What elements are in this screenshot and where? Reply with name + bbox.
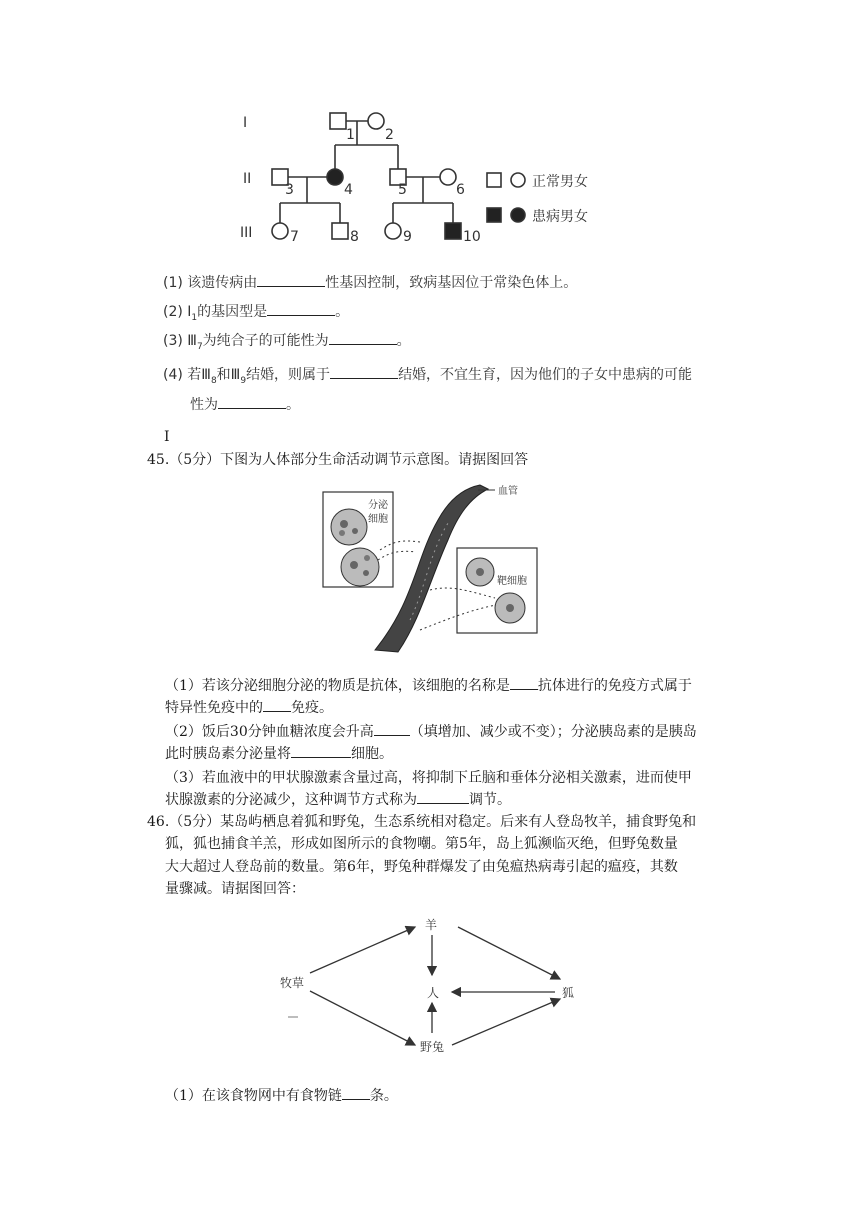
pedigree-individual-1-male [330,113,346,129]
hormone-regulation-diagram [320,480,545,655]
answer-blank[interactable] [218,394,286,409]
individual-label-6: 6 [456,182,465,198]
secretory-cell [341,548,379,586]
arrow-grass-to-sheep [310,927,415,973]
stray-mark: I [164,429,170,445]
pedigree-question-1: (1) 该遗传病由 性基因控制，致病基因位于常染色体上。 [163,270,577,296]
individual-label-4: 4 [344,182,353,198]
food-web-node-fox: 狐 [562,986,575,1000]
pedigree-individual-2-female [368,113,384,129]
arrow-sheep-to-fox [458,927,560,979]
individual-label-8: 8 [350,229,359,245]
pedigree-question-3: (3) $Ⅲ_7$为纯合子的可能性为 。 [163,328,411,360]
food-web-node-human: 人 [427,986,440,1000]
q45-part1-line2: 特异性免疫中的 免疫。 [165,695,333,721]
vessel-label: 血管 [498,486,518,497]
target-cell-label: 靶细胞 [497,576,527,587]
answer-blank[interactable] [257,272,325,287]
q46-line1: 46.（5分）某岛屿栖息着狐和野兔，生态系统相对稳定。后来有人登岛牧羊，捕食野兔和 [147,814,697,830]
individual-label-7: 7 [290,229,299,245]
pedigree-chart [235,105,605,255]
q46-part1: （1）在该食物网中有食物链 条。 [165,1083,398,1109]
generation-label-1: I [243,115,248,131]
legend-normal-male [487,173,501,187]
generation-label-3: III [240,225,253,241]
answer-blank[interactable] [291,743,351,758]
legend-affected-male [487,208,501,222]
individual-label-3: 3 [285,182,294,198]
q46-line2: 狐，狐也捕食羊羔，形成如图所示的食物嘲。第5年，岛上狐濒临灭绝，但野兔数量 [165,836,678,852]
individual-label-10: 10 [463,229,481,245]
target-cell-box [457,548,537,633]
answer-blank[interactable] [374,721,410,736]
q45-part2-line2: 此时胰岛素分泌量将 细胞。 [165,741,393,767]
pedigree-individual-6-female [440,169,456,185]
pedigree-individual-9-female [385,223,401,239]
pedigree-question-4: (4) 若$Ⅲ_8$和$Ⅲ_9$结婚，则属于 结婚，不宜生育，因为他们的子女中患病的可能 [163,362,692,394]
arrow-rabbit-to-fox [452,999,560,1045]
individual-label-2: 2 [385,127,394,143]
individual-label-5: 5 [398,182,407,198]
secretory-cell-label: 分泌 [368,500,388,511]
legend-normal-label: 正常男女 [532,174,588,190]
pedigree-individual-7-female [272,223,288,239]
generation-label-2: II [243,171,252,187]
individual-label-9: 9 [403,229,412,245]
legend-normal-female [511,173,525,187]
answer-blank[interactable] [330,364,398,379]
food-web-node-rabbit: 野兔 [420,1040,445,1054]
q45-header: 45.（5分）下图为人体部分生命活动调节示意图。请据图回答 [147,452,529,468]
q45-part2-line1: （2）饭后30分钟血糖浓度会升高 （填增加、减少或不变）；分泌胰岛素的是胰岛 [165,719,697,745]
food-web-node-sheep: 羊 [425,918,438,932]
q45-part3-line2: 状腺激素的分泌减少，这种调节方式称为 调节。 [165,787,511,813]
legend-affected-label: 患病男女 [532,209,588,225]
q45-part1-line1: （1）若该分泌细胞分泌的物质是抗体，该细胞的名称是 抗体进行的免疫方式属于 [165,673,692,699]
individual-label-1: 1 [346,127,355,143]
secretory-cell [331,509,367,545]
answer-blank[interactable] [267,301,335,316]
pedigree-individual-10-male-affected [445,223,461,239]
answer-blank[interactable] [342,1085,370,1100]
q46-line3: 大大超过人登岛前的数量。第6年，野兔种群爆发了由兔瘟热病毒引起的瘟疫，其数 [165,859,678,875]
answer-blank[interactable] [510,675,538,690]
answer-blank[interactable] [263,697,291,712]
pedigree-question-4-cont: 性为 。 [190,392,300,418]
food-web-diagram [270,905,590,1065]
pedigree-individual-4-female-affected [327,169,343,185]
secretory-cell-label: 细胞 [368,514,388,525]
arrow-grass-to-rabbit [310,991,415,1045]
pedigree-question-2: (2) $Ⅰ_1$的基因型是 。 [163,299,349,331]
q46-line4: 量骤减。请据图回答： [165,881,305,897]
pedigree-individual-8-male [332,223,348,239]
legend-affected-female [511,208,525,222]
answer-blank[interactable] [329,330,397,345]
food-web-node-grass: 牧草 [280,976,305,990]
answer-blank[interactable] [417,789,469,804]
q45-part3-line1: （3）若血液中的甲状腺激素含量过高，将抑制下丘脑和垂体分泌相关激素，进而使甲 [165,770,692,786]
